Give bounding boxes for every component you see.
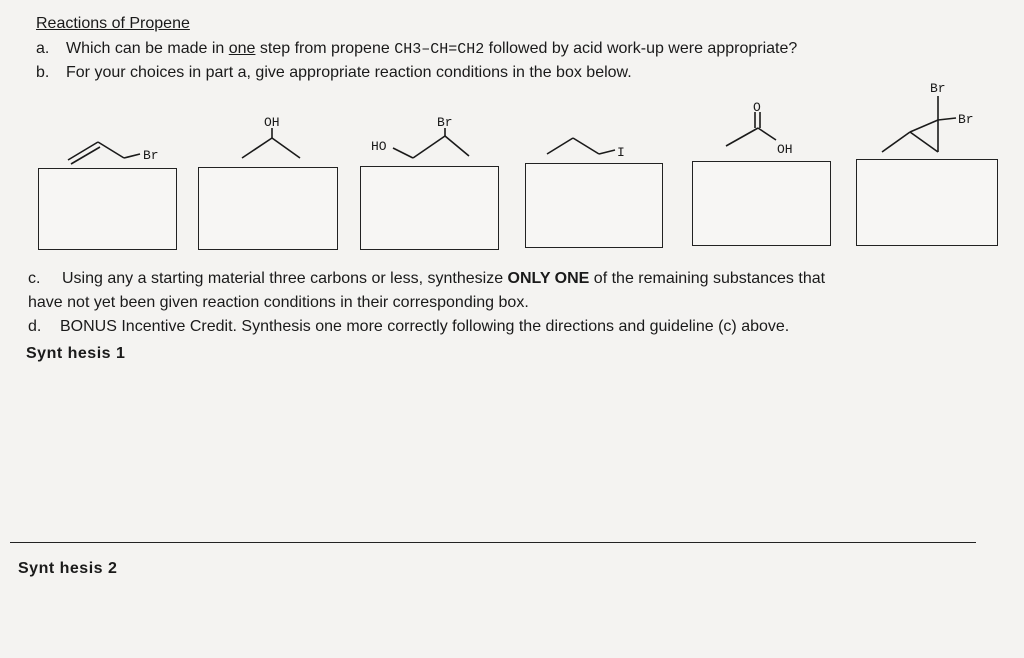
question-c-label: c. xyxy=(28,270,41,287)
2-propanol-oh-label: OH xyxy=(264,115,280,130)
question-c-text-1: Using any a starting material three carbons or less, synthesize xyxy=(62,270,508,287)
question-a-underlined: one xyxy=(228,40,256,57)
structure-acetic-acid xyxy=(722,98,832,160)
question-b-text: For your choices in part a, give appropriate reaction conditions in the box below. xyxy=(66,64,632,81)
structure-dibromocyclopropane xyxy=(880,74,990,156)
answer-box-dibromocyclopropane[interactable] xyxy=(856,159,998,246)
structure-iodopropane xyxy=(545,128,635,168)
answer-box-2-propanol[interactable] xyxy=(198,167,338,250)
acetic-acid-o-label: O xyxy=(753,100,761,115)
question-d-text: BONUS Incentive Credit. Synthesis one more correctly following the directions and guideline (c) above. xyxy=(60,318,790,335)
question-a-text-2: step from propene xyxy=(255,40,395,57)
acetic-acid-oh-label: OH xyxy=(777,142,793,157)
synthesis-1-heading: Synt hesis 1 xyxy=(26,345,126,362)
dibromocyclopropane-br-top-label: Br xyxy=(930,81,946,96)
page-title: Reactions of Propene xyxy=(36,15,190,32)
question-c-bold: ONLY ONE xyxy=(507,270,590,287)
answer-box-acetic-acid[interactable] xyxy=(692,161,831,246)
answer-box-bromopropanol[interactable] xyxy=(360,166,499,250)
structure-bromopropanol xyxy=(365,110,475,165)
bromopropanol-ho-label: HO xyxy=(371,139,387,154)
question-d xyxy=(28,318,789,336)
propene-formula: CH3–CH=CH2 xyxy=(394,41,485,58)
question-a-label: a. xyxy=(36,40,50,57)
answer-box-allyl-bromide[interactable] xyxy=(38,168,177,250)
question-b-label: b. xyxy=(36,64,50,81)
iodopropane-i-label: I xyxy=(617,145,625,160)
synthesis-2-heading: Synt hesis 2 xyxy=(18,560,118,577)
question-d-label: d. xyxy=(28,318,42,335)
question-a-text-3: followed by acid work-up were appropriate? xyxy=(484,40,798,57)
question-c-continued: have not yet been given reaction conditions in their corresponding box. xyxy=(28,294,529,311)
question-c xyxy=(28,270,825,288)
question-b xyxy=(36,64,632,82)
allyl-bromide-br-label: Br xyxy=(143,148,159,163)
structure-2-propanol xyxy=(230,110,310,165)
question-c-text-2: of the remaining substances that xyxy=(589,270,826,287)
section-divider xyxy=(10,542,976,543)
question-a xyxy=(36,40,797,58)
question-a-text-1: Which can be made in xyxy=(66,40,229,57)
bromopropanol-br-label: Br xyxy=(437,115,453,130)
dibromocyclopropane-br-right-label: Br xyxy=(958,112,974,127)
answer-box-iodopropane[interactable] xyxy=(525,163,663,248)
structure-allyl-bromide xyxy=(60,120,180,170)
